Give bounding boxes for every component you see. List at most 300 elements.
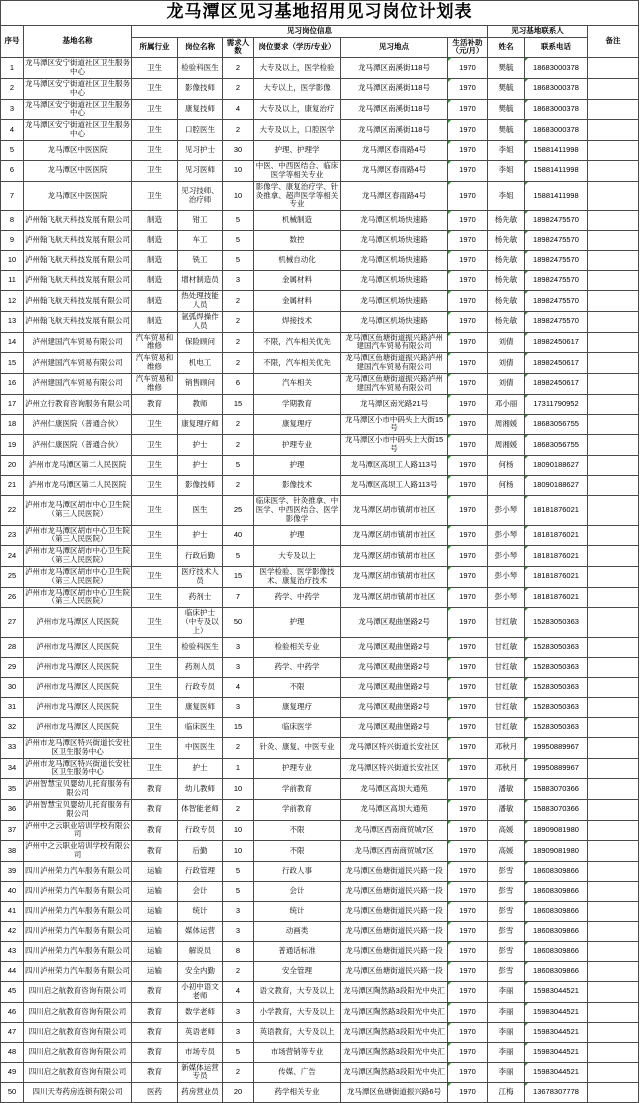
cell-note	[588, 435, 639, 456]
cell-location: 龙马潭区鱼塘街道民兴路一段	[341, 901, 448, 921]
table-row	[1, 291, 639, 312]
cell-count: 2	[223, 291, 254, 312]
col-header-subsidy: 生活补助（元/月）	[448, 37, 488, 58]
table-row	[1, 120, 639, 141]
cell-position: 会计	[178, 881, 223, 901]
cell-position: 幼儿教师	[178, 779, 223, 800]
cell-serial: 9	[1, 231, 24, 251]
cell-industry: 医药	[132, 1083, 178, 1103]
title-row	[1, 1, 639, 26]
cell-phone: 18608309866	[525, 941, 588, 961]
cell-contact-name: 何杨	[488, 476, 525, 496]
cell-requirement: 机械制造	[254, 211, 341, 231]
cell-subsidy: 1970	[448, 737, 488, 758]
table-row	[1, 961, 639, 981]
cell-position: 检验科医生	[178, 637, 223, 657]
cell-position: 康复理疗师	[178, 414, 223, 435]
cell-location: 龙马潭区陶然路3段阳光中央汇	[341, 981, 448, 1002]
cell-requirement: 学期教育	[254, 394, 341, 414]
cell-note	[588, 637, 639, 657]
cell-contact-name: 何杨	[488, 456, 525, 476]
cell-base-name: 四川启之航教育咨询有限公司	[24, 981, 132, 1002]
cell-serial: 35	[1, 779, 24, 800]
cell-subsidy: 1970	[448, 758, 488, 779]
cell-count: 2	[223, 737, 254, 758]
cell-phone: 15283050363	[525, 608, 588, 638]
cell-location: 龙马潭区高坝工人路113号	[341, 476, 448, 496]
cell-subsidy: 1970	[448, 717, 488, 737]
cell-serial: 43	[1, 941, 24, 961]
cell-serial: 46	[1, 1002, 24, 1022]
cell-contact-name: 彭雪	[488, 881, 525, 901]
cell-count: 5	[223, 1042, 254, 1062]
cell-base-name: 泸州翰飞航天科技发展有限公司	[24, 271, 132, 291]
cell-serial: 33	[1, 737, 24, 758]
cell-base-name: 四川泸州荣力汽车服务有限公司	[24, 901, 132, 921]
cell-base-name: 泸州建国汽车贸易有限公司	[24, 353, 132, 374]
cell-location: 龙马潭区陶然路3段阳光中央汇	[341, 1002, 448, 1022]
cell-phone: 19950889967	[525, 758, 588, 779]
cell-position: 检验科医生	[178, 58, 223, 79]
col-header-note: 备注	[588, 25, 639, 58]
cell-phone: 18982475570	[525, 211, 588, 231]
cell-location: 龙马潭区春雨路4号	[341, 160, 448, 181]
cell-base-name: 泸州市龙马潭区胡市中心卫生院（第三人民医院）	[24, 496, 132, 526]
cell-requirement: 不限，汽车相关优先	[254, 353, 341, 374]
cell-position: 康复医师	[178, 697, 223, 717]
cell-contact-name: 彭雪	[488, 901, 525, 921]
cell-note	[588, 779, 639, 800]
cell-requirement: 护理	[254, 456, 341, 476]
cell-requirement: 金属材料	[254, 291, 341, 312]
cell-base-name: 泸州翰飞航天科技发展有限公司	[24, 231, 132, 251]
table-row	[1, 1022, 639, 1042]
cell-phone: 18608309866	[525, 881, 588, 901]
cell-industry: 卫生	[132, 677, 178, 697]
cell-phone: 18181876021	[525, 546, 588, 567]
cell-industry: 教育	[132, 820, 178, 841]
cell-subsidy: 1970	[448, 160, 488, 181]
cell-count: 2	[223, 332, 254, 353]
cell-serial: 16	[1, 373, 24, 394]
cell-position: 车工	[178, 231, 223, 251]
cell-industry: 教育	[132, 1002, 178, 1022]
cell-contact-name: 甘红敏	[488, 657, 525, 677]
table-row	[1, 566, 639, 587]
cell-requirement: 数控	[254, 231, 341, 251]
cell-serial: 26	[1, 587, 24, 608]
table-row	[1, 99, 639, 120]
table-row	[1, 332, 639, 353]
cell-count: 2	[223, 435, 254, 456]
cell-location: 龙马潭区陶然路3段阳光中央汇	[341, 1022, 448, 1042]
cell-base-name: 泸州市龙马潭区胡市中心卫生院（第三人民医院）	[24, 566, 132, 587]
cell-phone: 18608309866	[525, 901, 588, 921]
table-row	[1, 311, 639, 332]
cell-industry: 教育	[132, 779, 178, 800]
col-header-count: 需求人数	[223, 37, 254, 58]
cell-phone: 18982475570	[525, 291, 588, 312]
cell-position: 药剂人员	[178, 657, 223, 677]
table-row	[1, 697, 639, 717]
cell-count: 2	[223, 476, 254, 496]
cell-serial: 19	[1, 435, 24, 456]
cell-note	[588, 717, 639, 737]
cell-count: 1	[223, 758, 254, 779]
cell-subsidy: 1970	[448, 211, 488, 231]
cell-contact-name: 彭雪	[488, 941, 525, 961]
cell-subsidy: 1970	[448, 435, 488, 456]
cell-requirement: 机械自动化	[254, 251, 341, 271]
cell-industry: 卫生	[132, 435, 178, 456]
cell-industry: 教育	[132, 799, 178, 820]
cell-contact-name: 彭小琴	[488, 546, 525, 567]
cell-industry: 教育	[132, 1062, 178, 1083]
cell-count: 3	[223, 1002, 254, 1022]
cell-location: 龙马潭区陶然路3段阳光中央汇	[341, 1062, 448, 1083]
cell-location: 龙马潭区观曲堡路2号	[341, 717, 448, 737]
table-row	[1, 456, 639, 476]
cell-location: 龙马潭区春雨路4号	[341, 181, 448, 211]
cell-count: 3	[223, 1022, 254, 1042]
cell-note	[588, 211, 639, 231]
cell-serial: 1	[1, 58, 24, 79]
cell-phone: 15881411998	[525, 181, 588, 211]
cell-serial: 15	[1, 353, 24, 374]
cell-serial: 29	[1, 657, 24, 677]
cell-count: 4	[223, 99, 254, 120]
cell-note	[588, 861, 639, 881]
cell-position: 临床医生	[178, 717, 223, 737]
cell-serial: 8	[1, 211, 24, 231]
cell-note	[588, 1002, 639, 1022]
cell-phone: 18909081980	[525, 841, 588, 862]
cell-base-name: 泸州市龙马潭区人民医院	[24, 608, 132, 638]
cell-location: 龙马潭区小市中码头上大街15号	[341, 414, 448, 435]
cell-phone: 18909081980	[525, 820, 588, 841]
cell-phone: 18181876021	[525, 525, 588, 546]
cell-position: 见习技师、治疗师	[178, 181, 223, 211]
table-row	[1, 981, 639, 1002]
cell-industry: 制造	[132, 291, 178, 312]
cell-phone: 15983044521	[525, 1062, 588, 1083]
cell-subsidy: 1970	[448, 271, 488, 291]
cell-base-name: 龙马潭区安宁街道社区卫生服务中心	[24, 120, 132, 141]
cell-serial: 30	[1, 677, 24, 697]
cell-industry: 卫生	[132, 476, 178, 496]
cell-serial: 38	[1, 841, 24, 862]
cell-requirement: 大专及以上，口腔医学	[254, 120, 341, 141]
cell-phone: 18090188627	[525, 476, 588, 496]
cell-subsidy: 1970	[448, 1062, 488, 1083]
cell-requirement: 大专及以上，医学检验	[254, 58, 341, 79]
cell-requirement: 不限	[254, 841, 341, 862]
cell-note	[588, 525, 639, 546]
cell-note	[588, 1042, 639, 1062]
table-row	[1, 901, 639, 921]
cell-base-name: 龙马潭区中医医院	[24, 140, 132, 160]
cell-contact-name: 杨先敏	[488, 211, 525, 231]
cell-base-name: 四川启之航教育咨询有限公司	[24, 1002, 132, 1022]
cell-count: 15	[223, 717, 254, 737]
cell-note	[588, 921, 639, 941]
cell-subsidy: 1970	[448, 608, 488, 638]
cell-base-name: 泸州市龙马潭区第二人民医院	[24, 456, 132, 476]
cell-subsidy: 1970	[448, 525, 488, 546]
cell-position: 药房营业员	[178, 1083, 223, 1103]
cell-requirement: 护理专业	[254, 758, 341, 779]
cell-contact-name: 刘倩	[488, 332, 525, 353]
cell-subsidy: 1970	[448, 476, 488, 496]
cell-industry: 制造	[132, 311, 178, 332]
table-row	[1, 737, 639, 758]
cell-subsidy: 1970	[448, 251, 488, 271]
cell-base-name: 四川泸州荣力汽车服务有限公司	[24, 881, 132, 901]
cell-contact-name: 周湘媛	[488, 414, 525, 435]
table-row	[1, 657, 639, 677]
cell-location: 龙马潭区南溪街118号	[341, 120, 448, 141]
cell-location: 龙马潭区鱼塘街道振兴路6号	[341, 1083, 448, 1103]
table-row	[1, 140, 639, 160]
cell-base-name: 泸州市龙马潭区人民医院	[24, 717, 132, 737]
cell-industry: 运输	[132, 861, 178, 881]
cell-base-name: 泸州仁康医院（普通合伙）	[24, 435, 132, 456]
table-row	[1, 799, 639, 820]
cell-subsidy: 1970	[448, 901, 488, 921]
table-row	[1, 78, 639, 99]
cell-position: 护士	[178, 525, 223, 546]
cell-requirement: 统计	[254, 901, 341, 921]
cell-count: 10	[223, 779, 254, 800]
cell-base-name: 泸州市龙马潭区胡市中心卫生院（第三人民医院）	[24, 587, 132, 608]
cell-subsidy: 1970	[448, 58, 488, 79]
cell-phone: 15283050363	[525, 697, 588, 717]
cell-base-name: 泸州建国汽车贸易有限公司	[24, 373, 132, 394]
cell-count: 3	[223, 697, 254, 717]
cell-requirement: 不限	[254, 820, 341, 841]
cell-note	[588, 1083, 639, 1103]
cell-contact-name: 彭小琴	[488, 587, 525, 608]
cell-subsidy: 1970	[448, 820, 488, 841]
cell-industry: 卫生	[132, 140, 178, 160]
cell-note	[588, 758, 639, 779]
cell-contact-name: 杨先敏	[488, 311, 525, 332]
cell-count: 10	[223, 160, 254, 181]
table-row	[1, 758, 639, 779]
cell-requirement: 学前教育	[254, 779, 341, 800]
cell-phone: 18608309866	[525, 921, 588, 941]
cell-industry: 运输	[132, 881, 178, 901]
table-row	[1, 941, 639, 961]
cell-serial: 28	[1, 637, 24, 657]
cell-serial: 23	[1, 525, 24, 546]
table-row	[1, 435, 639, 456]
table-row	[1, 476, 639, 496]
cell-requirement: 药学相关专业	[254, 1083, 341, 1103]
cell-industry: 卫生	[132, 414, 178, 435]
cell-industry: 卫生	[132, 525, 178, 546]
table-row	[1, 525, 639, 546]
cell-requirement: 临床医学	[254, 717, 341, 737]
cell-note	[588, 160, 639, 181]
cell-base-name: 泸州市龙马潭区人民医院	[24, 697, 132, 717]
table-row	[1, 587, 639, 608]
cell-position: 增材制造员	[178, 271, 223, 291]
cell-requirement: 护理、护理学	[254, 140, 341, 160]
cell-subsidy: 1970	[448, 1002, 488, 1022]
cell-count: 5	[223, 881, 254, 901]
cell-base-name: 四川天寿药房连锁有限公司	[24, 1083, 132, 1103]
cell-serial: 31	[1, 697, 24, 717]
table-row	[1, 637, 639, 657]
cell-location: 龙马潭区高坝工人路113号	[341, 456, 448, 476]
cell-count: 20	[223, 1083, 254, 1103]
cell-position: 解说员	[178, 941, 223, 961]
cell-phone: 18683000378	[525, 120, 588, 141]
cell-position: 机电工	[178, 353, 223, 374]
cell-note	[588, 476, 639, 496]
cell-serial: 37	[1, 820, 24, 841]
cell-position: 新媒体运营专员	[178, 1062, 223, 1083]
cell-subsidy: 1970	[448, 99, 488, 120]
cell-requirement: 语文教育，大专及以上	[254, 981, 341, 1002]
cell-serial: 20	[1, 456, 24, 476]
cell-requirement: 大专以上，医学影像	[254, 78, 341, 99]
cell-base-name: 四川泸州荣力汽车服务有限公司	[24, 961, 132, 981]
cell-subsidy: 1970	[448, 981, 488, 1002]
cell-subsidy: 1970	[448, 496, 488, 526]
cell-serial: 40	[1, 881, 24, 901]
cell-count: 6	[223, 373, 254, 394]
cell-industry: 汽车贸易和维修	[132, 373, 178, 394]
cell-requirement: 康复理疗	[254, 697, 341, 717]
cell-location: 龙马潭区鱼塘街道振兴路泸州建国汽车贸易有限公司	[341, 373, 448, 394]
cell-serial: 34	[1, 758, 24, 779]
cell-note	[588, 677, 639, 697]
cell-industry: 卫生	[132, 566, 178, 587]
cell-requirement: 焊接技术	[254, 311, 341, 332]
cell-serial: 32	[1, 717, 24, 737]
cell-industry: 卫生	[132, 737, 178, 758]
cell-location: 龙马潭区观曲堡路2号	[341, 637, 448, 657]
cell-base-name: 泸州智慧宝贝婴幼儿托育服务有限公司	[24, 779, 132, 800]
cell-subsidy: 1970	[448, 373, 488, 394]
cell-contact-name: 李丽	[488, 1022, 525, 1042]
cell-position: 护士	[178, 456, 223, 476]
table-row	[1, 546, 639, 567]
cell-count: 5	[223, 861, 254, 881]
cell-requirement: 不限，汽车相关优先	[254, 332, 341, 353]
cell-position: 英语老师	[178, 1022, 223, 1042]
cell-note	[588, 941, 639, 961]
cell-phone: 18982475570	[525, 311, 588, 332]
table-row	[1, 779, 639, 800]
cell-contact-name: 邓小丽	[488, 394, 525, 414]
cell-phone: 15983044521	[525, 1002, 588, 1022]
cell-subsidy: 1970	[448, 566, 488, 587]
cell-serial: 42	[1, 921, 24, 941]
cell-contact-name: 李丽	[488, 1062, 525, 1083]
cell-location: 龙马潭区机场快速路	[341, 211, 448, 231]
cell-industry: 卫生	[132, 58, 178, 79]
cell-count: 3	[223, 901, 254, 921]
cell-subsidy: 1970	[448, 677, 488, 697]
cell-requirement: 中医、中西医结合、临床医学等相关专业	[254, 160, 341, 181]
cell-base-name: 泸州翰飞航天科技发展有限公司	[24, 211, 132, 231]
cell-note	[588, 496, 639, 526]
cell-requirement: 传媒、广告	[254, 1062, 341, 1083]
cell-requirement: 会计	[254, 881, 341, 901]
cell-contact-name: 彭小琴	[488, 525, 525, 546]
cell-contact-name: 潘敏	[488, 799, 525, 820]
cell-requirement: 行政人事	[254, 861, 341, 881]
cell-phone: 15283050363	[525, 717, 588, 737]
cell-phone: 15983044521	[525, 1022, 588, 1042]
cell-count: 4	[223, 981, 254, 1002]
cell-position: 护士	[178, 758, 223, 779]
cell-phone: 15983044521	[525, 1042, 588, 1062]
cell-industry: 汽车贸易和维修	[132, 332, 178, 353]
cell-serial: 11	[1, 271, 24, 291]
table-row	[1, 160, 639, 181]
cell-serial: 48	[1, 1042, 24, 1062]
cell-position: 口腔医生	[178, 120, 223, 141]
cell-location: 龙马潭区南光路21号	[341, 394, 448, 414]
cell-position: 数学老师	[178, 1002, 223, 1022]
cell-contact-name: 邓秋月	[488, 758, 525, 779]
cell-location: 龙马潭区高坝大通苑	[341, 779, 448, 800]
cell-note	[588, 251, 639, 271]
cell-serial: 49	[1, 1062, 24, 1083]
cell-position: 影像技师	[178, 476, 223, 496]
cell-base-name: 泸州中之云职业培训学校有限公司	[24, 820, 132, 841]
table-row	[1, 608, 639, 638]
cell-position: 行政管理	[178, 861, 223, 881]
cell-phone: 15283050363	[525, 657, 588, 677]
table-row	[1, 353, 639, 374]
cell-industry: 制造	[132, 271, 178, 291]
cell-contact-name: 杨先敏	[488, 291, 525, 312]
cell-subsidy: 1970	[448, 961, 488, 981]
cell-contact-name: 甘红敏	[488, 697, 525, 717]
cell-base-name: 泸州翰飞航天科技发展有限公司	[24, 311, 132, 332]
cell-note	[588, 1022, 639, 1042]
cell-serial: 3	[1, 99, 24, 120]
cell-subsidy: 1970	[448, 546, 488, 567]
table-row	[1, 231, 639, 251]
cell-note	[588, 901, 639, 921]
cell-serial: 36	[1, 799, 24, 820]
cell-subsidy: 1970	[448, 657, 488, 677]
cell-industry: 运输	[132, 961, 178, 981]
table-row	[1, 496, 639, 526]
cell-base-name: 四川泸州荣力汽车服务有限公司	[24, 941, 132, 961]
cell-base-name: 泸州市龙马潭区人民医院	[24, 677, 132, 697]
cell-note	[588, 181, 639, 211]
cell-requirement: 影像学、康复治疗学、针灸推拿、超声医学等相关专业	[254, 181, 341, 211]
cell-position: 临床护士（中专及以上）	[178, 608, 223, 638]
cell-serial: 10	[1, 251, 24, 271]
cell-contact-name: 杨先敏	[488, 231, 525, 251]
cell-location: 龙马潭区陶然路3段阳光中央汇	[341, 1042, 448, 1062]
cell-position: 保险顾问	[178, 332, 223, 353]
cell-requirement: 康复理疗	[254, 414, 341, 435]
cell-contact-name: 邓秋月	[488, 737, 525, 758]
cell-base-name: 四川启之航教育咨询有限公司	[24, 1022, 132, 1042]
table-body	[1, 58, 639, 1103]
cell-location: 龙马潭区南溪街118号	[341, 58, 448, 79]
cell-phone: 18181876021	[525, 566, 588, 587]
